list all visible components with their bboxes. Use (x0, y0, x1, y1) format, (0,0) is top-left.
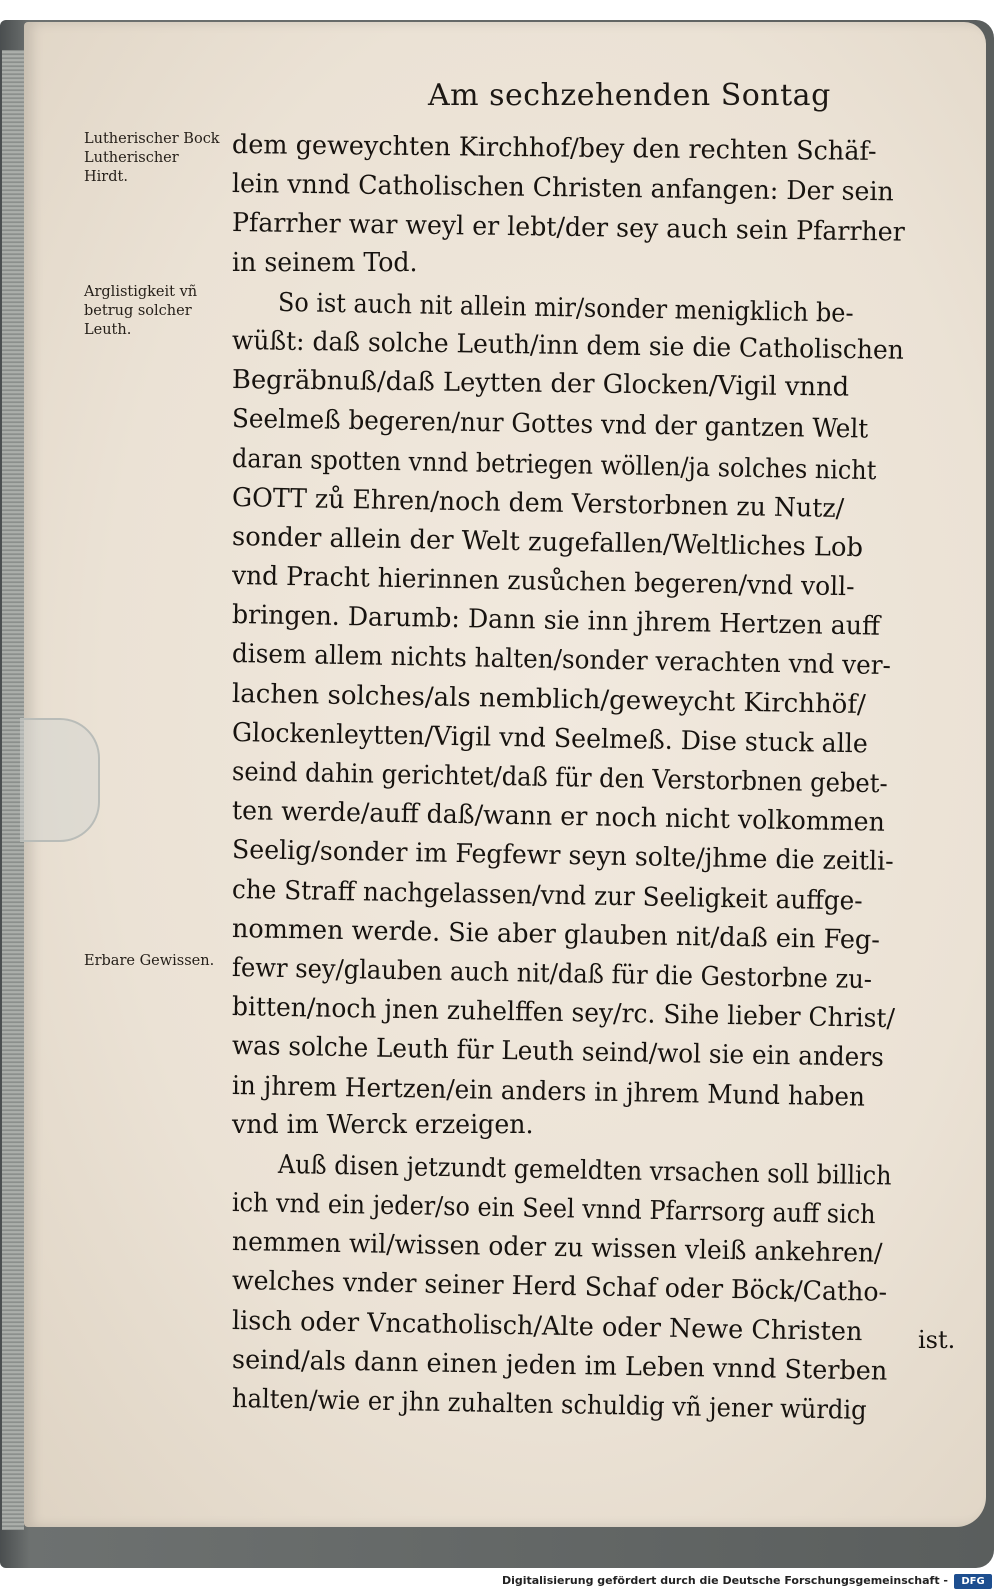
bookmark-tab (20, 718, 100, 842)
text-line: lisch oder Vncatholisch/Alte oder Newe Christen (231, 1305, 863, 1347)
text-line: lachen solches/als nemblich/geweycht Kirchhöf/ (231, 678, 867, 720)
text-line: disem allem nichts halten/sonder verachten vnd ver- (231, 639, 892, 682)
text-line: Glockenleytten/Vigil vnd Seelmeß. Dise stuck alle (231, 717, 869, 760)
text-line: Seelmeß begeren/nur Gottes vnd der gantzen Welt (231, 404, 869, 445)
marginal-note: Arglistigkeit vñ betrug solcher Leuth. (84, 284, 198, 338)
text-line: Seelig/sonder im Fegfewr seyn solte/jhme die zeitli- (231, 835, 894, 878)
text-line: So ist auch nit allein mir/sonder menigklich be- (277, 287, 854, 329)
text-line: che Straff nachgelassen/vnd zur Seeligkeit auffge- (231, 874, 863, 917)
text-line: ich vnd ein jeder/so ein Seel vnnd Pfarrsorg auff sich (231, 1188, 876, 1231)
text-line: fewr sey/glauben auch nit/daß für die Gestorbne zu- (231, 952, 873, 995)
text-line: nemmen wil/wissen oder zu wissen vleiß ankehren/ (231, 1227, 883, 1270)
text-line: sonder allein der Welt zugefallen/Weltliches Lob (231, 521, 864, 563)
text-line: halten/wie er jhn zuhalten schuldig vñ jener würdig (231, 1384, 867, 1426)
text-line: bringen. Darumb: Dann sie inn jhrem Hertzen auff (231, 600, 881, 642)
text-line: vnd im Werck erzeigen. (232, 1109, 534, 1140)
text-line: in seinem Tod. (232, 247, 418, 278)
text-line: welches vnder seiner Herd Schaf oder Böck/Catho- (231, 1266, 888, 1309)
text-line: bitten/noch jnen zuhelffen sey/rc. Sihe lieber Christ/ (231, 992, 896, 1035)
text-line: lein vnnd Catholischen Christen anfangen: Der sein (231, 169, 894, 208)
text-line: daran spotten vnnd betriegen wöllen/ja solches nicht (231, 443, 877, 486)
marginal-note: Erbare Gewissen. (84, 953, 215, 969)
text-line: Auß disen jetzundt gemeldten vrsachen soll billich (277, 1149, 892, 1192)
text-line: was solche Leuth für Leuth seind/wol sie ein anders (231, 1031, 885, 1074)
text-line: in jhrem Hertzen/ein anders in jhrem Mund haben (231, 1070, 866, 1113)
catchword: ist. (918, 1326, 956, 1354)
text-line: dem geweychten Kirchhof/bey den rechten Schäf- (231, 130, 877, 167)
text-line: Begräbnuß/daß Leytten der Glocken/Vigil vnnd (231, 365, 850, 403)
text-line: seind/als dann einen jeden im Leben vnnd Sterben (231, 1344, 888, 1387)
text-line: seind dahin gerichtet/daß für den Verstorbnen gebet- (231, 757, 888, 800)
dfg-logo: DFG (954, 1574, 992, 1589)
body-text (231, 126, 952, 1426)
text-line: nommen werde. Sie aber glauben nit/daß ein Feg- (231, 913, 881, 956)
digitization-credit: Digitalisierung gefördert durch die Deutsche Forschungsgemeinschaft - (501, 1574, 948, 1587)
text-line: ten werde/auff daß/wann er noch nicht volkommen (231, 796, 886, 838)
text-line: Pfarrher war weyl er lebt/der sey auch sein Pfarrher (231, 208, 905, 249)
running-head: Am sechzehenden Sontag (428, 78, 831, 113)
text-line: vnd Pracht hierinnen zusůchen begeren/vnd voll- (231, 561, 855, 603)
text-line: wüßt: daß solche Leuth/inn dem sie die Catholischen (231, 325, 904, 366)
marginal-note: Lutherischer Bock Lutherischer Hirdt. (84, 131, 220, 185)
text-line: GOTT zů Ehren/noch dem Verstorbnen zu Nutz/ (231, 482, 845, 524)
